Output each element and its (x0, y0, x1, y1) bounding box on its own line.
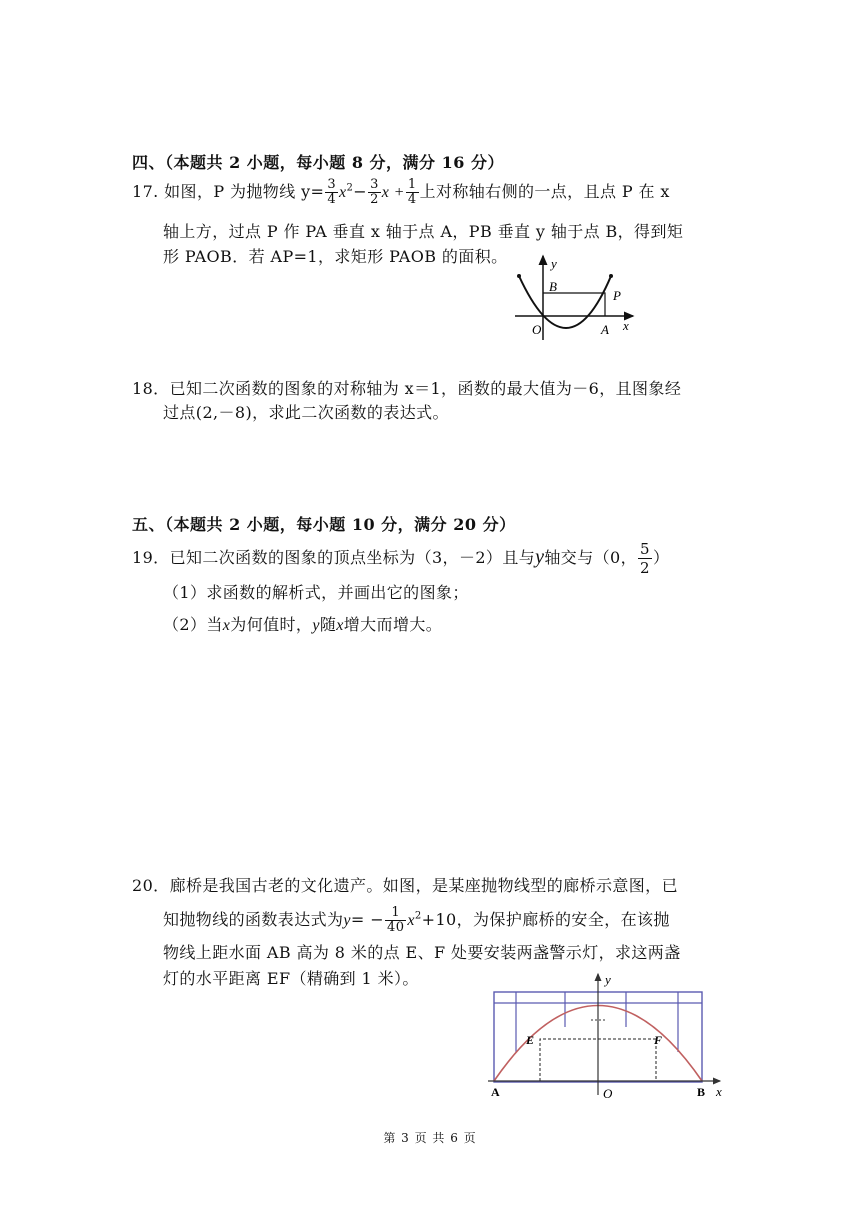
q20-text-1: 廊桥是我国古老的文化遗产。如图，是某座抛物线型的廊桥示意图，已 (169, 876, 678, 895)
q17-frac-1: $\frac{3}{4}$ (327, 177, 337, 207)
q17-label-A: A (601, 322, 609, 337)
q20-line-1 (132, 873, 678, 896)
q17-frac-3: $\frac{1}{4}$ (407, 177, 417, 207)
q17-prefix: 如图，P 为抛物线 y= (164, 182, 325, 201)
q17-frac-2: $\frac{3}{2}$ (370, 177, 379, 207)
q17-label-B: B (549, 279, 557, 294)
q20-label-x: x (716, 1084, 722, 1099)
q20-label-y: y (605, 972, 611, 987)
q20-line-2: 知抛物线的函数表达式为y= − $\frac{1}{40}$ $x^2+10$，为保护廊桥的安全，在该抛 (163, 905, 670, 935)
q20-label-F: F (654, 1033, 663, 1047)
q18-number: 18． (132, 379, 170, 398)
q20-line-3: 物线上距水面 AB 高为 8 米的点 E、F 处要安装两盏警示灯，求这两盏 (163, 943, 681, 962)
q18-text-1: 已知二次函数的图象的对称轴为 x＝1，函数的最大值为－6，且图象经 (169, 379, 682, 398)
q20-label-B: B (697, 1085, 706, 1099)
q20-label-O: O (603, 1086, 613, 1101)
q17-label-O: O (532, 322, 542, 337)
q18-line-1 (132, 376, 681, 399)
q19-close: ） (652, 548, 670, 567)
q20-line-4: 灯的水平距离 EF（精确到 1 米）。 (163, 969, 419, 988)
q19-prefix: 已知二次函数的图象的顶点坐标为（3，－2）且与 (169, 548, 536, 567)
q19-sub-1: （1）求函数的解析式，并画出它的图象； (163, 583, 469, 602)
page-footer: 第 3 页 共 6 页 (383, 1131, 477, 1145)
q18-line-2: 过点(2,－8)，求此二次函数的表达式。 (163, 403, 449, 422)
q17-line-2: 轴上方，过点 P 作 PA 垂直 x 轴于点 A，PB 垂直 y 轴于点 B，得到矩 (163, 222, 684, 241)
q20-frac: $\frac{1}{40}$ (387, 905, 405, 935)
section-4-title: 四、（本题共 2 小题，每小题 8 分，满分 16 分） (132, 153, 504, 172)
q17-term-x: x + (381, 184, 405, 201)
q20-label-E: E (526, 1033, 535, 1047)
q17-minus: − (353, 182, 368, 201)
q19-frac: $\frac{5}{2}$ (640, 540, 650, 577)
q20-number: 20． (132, 876, 170, 895)
q19-mid: 轴交与（0， (544, 548, 637, 567)
q17-label-y: y (551, 256, 557, 271)
q17-suffix: 上对称轴右侧的一点，且点 P 在 x (419, 182, 670, 201)
q17-label-x: x (623, 318, 629, 333)
q19-line-1 (132, 540, 669, 577)
section-5-title: 五、（本题共 2 小题，每小题 10 分，满分 20 分） (132, 515, 516, 534)
q17-line-3: 形 PAOB．若 AP=1，求矩形 PAOB 的面积。 (163, 247, 508, 266)
q17-line-1: 17. 如图，P 为抛物线 y= $\frac{3}{4}$ $x^2-$ $\frac{3}{2}$ x + $\frac{1}{4}$ 上对称轴右侧的一点，且点 P 在 x (132, 177, 670, 207)
q17-number: 17. (132, 182, 159, 201)
q17-label-P: P (613, 288, 621, 303)
q19-y-var: y (535, 546, 545, 568)
q17-parabola-figure (505, 250, 645, 345)
q17-term-x2: x (339, 184, 347, 201)
q20-bridge-figure (488, 970, 728, 1105)
q19-sub-2: （2）当x为何值时，y随x增大而增大。 (163, 615, 443, 634)
q17-parabola-curve (519, 276, 611, 328)
q19-number: 19． (132, 548, 170, 567)
q20-label-A: A (491, 1085, 500, 1099)
